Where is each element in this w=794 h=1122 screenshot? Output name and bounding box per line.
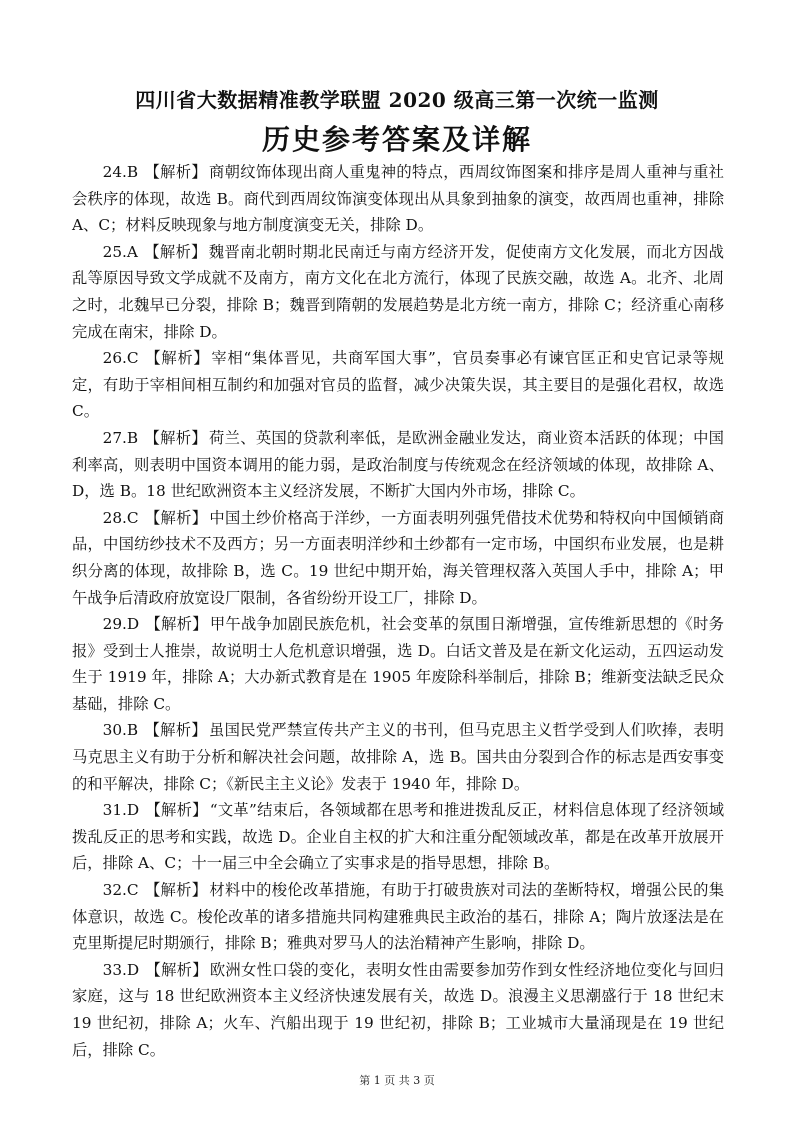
question-number: 24.B (102, 163, 139, 181)
answer-list (72, 159, 724, 1063)
answer-item-31 (72, 797, 724, 877)
analysis-tag: 【解析】 (145, 960, 208, 979)
answer-explanation: 甲午战争加剧民族危机，社会变革的氛围日渐增强，宣传维新思想的《时务报》受到士人推崇，故说明士人危机意识增强，选 D。白话文普及是在新文化运动，五四运动发生于 1919 年，排除 A；大办新式教育是在 1905 年废除科举制后，排除 B；维新变法缺乏民众基础，排除 C。 (72, 615, 724, 713)
analysis-tag: 【解析】 (144, 881, 208, 900)
question-number: 30.B (102, 721, 139, 740)
answer-item-30 (72, 717, 724, 797)
answer-item-26 (72, 345, 724, 425)
answer-explanation: 宰相“集体晋见，共商军国大事”，官员奏事必有谏官匡正和史官记录等规定，有助于宰相间相互制约和加强对官员的监督，减少决策失误，其主要目的是强化君权，故选 C。 (72, 349, 724, 421)
answer-explanation: 材料中的梭伦改革措施，有助于打破贵族对司法的垄断特权，增强公民的集体意识，故选 C。梭伦改革的诸多措施共同构建雅典民主政治的基石，排除 A；陶片放逐法是在克里斯提尼时期颁行，排除 B；雅典对罗马人的法治精神产生影响，排除 D。 (72, 881, 724, 953)
answer-item-29 (72, 611, 724, 717)
exam-title: 四川省大数据精准教学联盟 2020 级高三第一次统一监测 (135, 88, 659, 112)
analysis-tag: 【解析】 (143, 242, 207, 261)
analysis-tag: 【解析】 (144, 428, 207, 447)
question-number: 25.A (102, 242, 138, 261)
answer-explanation: 魏晋南北朝时期北民南迁与南方经济开发，促使南方文化发展，而北方因战乱等原因导致文学成就不及南方，南方文化在北方流行，体现了民族交融，故选 A。北齐、北周之时，北魏早已分裂，排除 B；魏晋到隋朝的发展趋势是北方统一南方，排除 C；经济重心南移完成在南宋，排除 D。 (72, 242, 724, 341)
answer-item-32 (72, 877, 724, 957)
analysis-tag: 【解析】 (145, 615, 208, 634)
question-number: 27.B (102, 428, 139, 447)
answer-explanation: 商朝纹饰体现出商人重鬼神的特点，西周纹饰图案和排序是周人重神与重社会秩序的体现，故选 B。商代到西周纹饰演变体现出从具象到抽象的演变，故西周也重神，排除 A、C；材料反映现象与地方制度演变无关，排除 D。 (72, 163, 724, 235)
answer-explanation: “文革”结束后，各领域都在思考和推进拨乱反正，材料信息体现了经济领域拨乱反正的思考和实践，故选 D。企业自主权的扩大和注重分配领域改革，都是在改革开放展开后，排除 A、C；十一届三中全会确立了实事求是的指导思想，排除 B。 (72, 801, 724, 873)
question-number: 32.C (102, 881, 139, 900)
answer-item-25 (72, 239, 724, 345)
analysis-tag: 【解析】 (144, 508, 208, 527)
question-number: 28.C (102, 508, 139, 527)
question-number: 29.D (102, 615, 140, 634)
analysis-tag: 【解析】 (144, 349, 210, 368)
page-number: 第 1 页 共 3 页 (359, 1074, 435, 1087)
analysis-tag: 【解析】 (144, 721, 207, 740)
answer-item-24 (72, 159, 724, 239)
question-number: 26.C (102, 349, 139, 368)
answer-item-28 (72, 505, 724, 611)
answer-item-27 (72, 425, 724, 505)
answer-explanation: 虽国民党严禁宣传共产主义的书刊，但马克思主义哲学受到人们吹捧，表明马克思主义有助于分析和解决社会问题，故排除 A，选 B。国共由分裂到合作的标志是西安事变的和平解决，排除 C；《新民主主义论》发表于 1940 年，排除 D。 (72, 721, 724, 793)
analysis-tag: 【解析】 (144, 163, 207, 181)
document-title: 历史参考答案及详解 (261, 123, 532, 156)
answer-explanation: 欧洲女性口袋的变化，表明女性由需要参加劳作到女性经济地位变化与回归家庭，这与 18 世纪欧洲资本主义经济快速发展有关，故选 D。浪漫主义思潮盛行于 18 世纪末 19 世纪初，排除 A；火车、汽船出现于 19 世纪初，排除 B；工业城市大量涌现是在 19 世纪后，排除 C。 (72, 960, 724, 1059)
analysis-tag: 【解析】 (145, 801, 208, 820)
question-number: 33.D (102, 960, 140, 979)
question-number: 31.D (102, 801, 140, 820)
answer-explanation: 荷兰、英国的贷款利率低，是欧洲金融业发达，商业资本活跃的体现；中国利率高，则表明中国资本调用的能力弱，是政治制度与传统观念在经济领域的体现，故排除 A、D，选 B。18 世纪欧洲资本主义经济发展，不断扩大国内外市场，排除 C。 (72, 428, 724, 501)
answer-item-33 (72, 957, 724, 1063)
answer-explanation: 中国土纱价格高于洋纱，一方面表明列强凭借技术优势和特权向中国倾销商品，中国纺纱技术不及西方；另一方面表明洋纱和土纱都有一定市场，中国织布业发展，也是耕织分离的体现，故排除 B，选 C。19 世纪中期开始，海关管理权落入英国人手中，排除 A；甲午战争后清政府放宽设厂限制，各省纷纷开设工厂，排除 D。 (72, 508, 724, 607)
